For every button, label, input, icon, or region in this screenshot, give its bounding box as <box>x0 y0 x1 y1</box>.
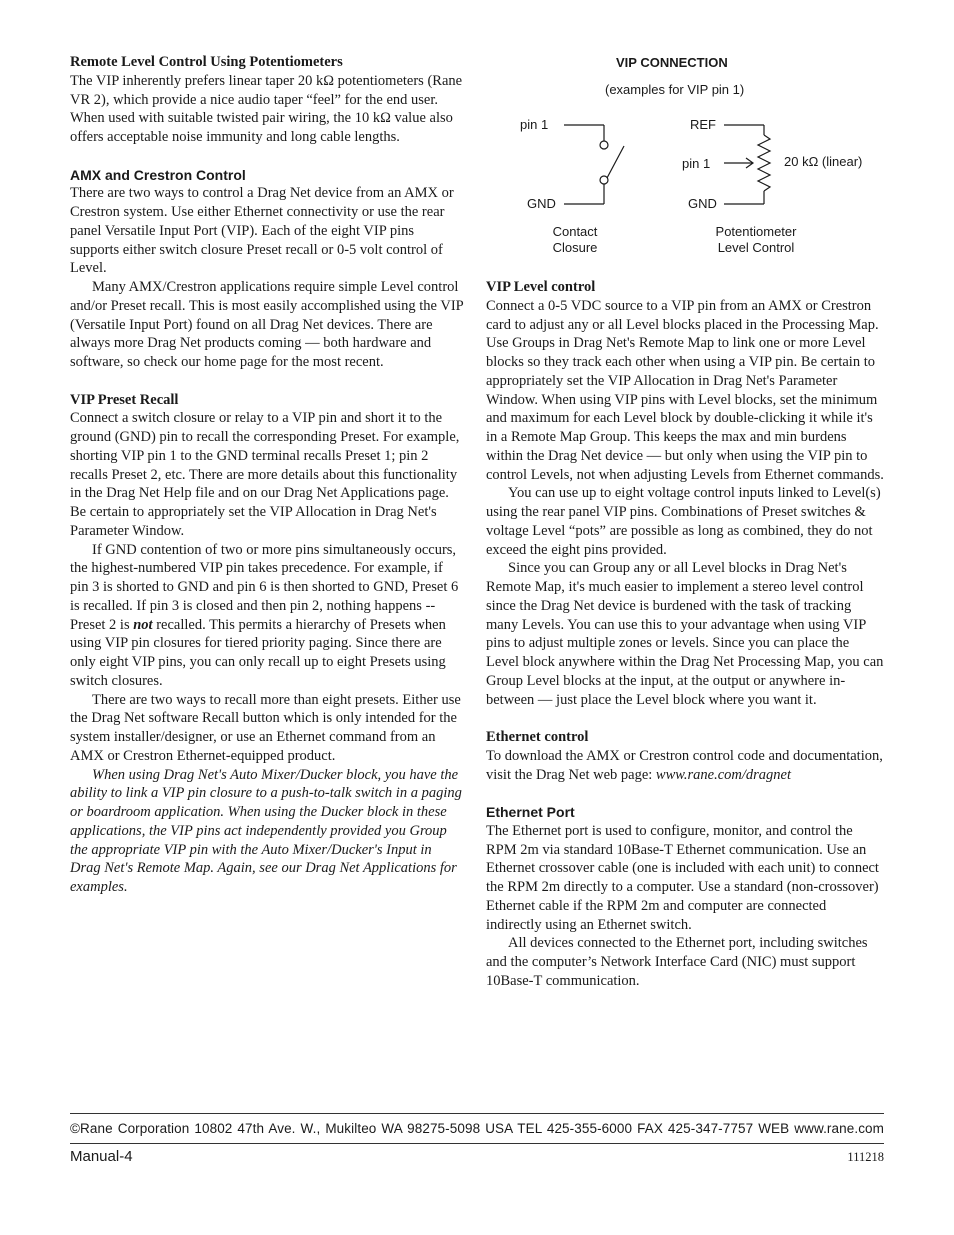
pot-value-label: 20 kΩ (linear) <box>784 154 863 169</box>
footer-rule-top <box>70 1113 884 1114</box>
contact-closure-caption <box>535 224 615 256</box>
diagram-title: VIP CONNECTION <box>616 55 728 70</box>
preset-paragraph-2-emphasis: not <box>133 616 153 633</box>
level-paragraph-3: Since you can Group any or all Level blocks in Drag Net's Remote Map, it's much easier to implement a stereo level control since the Drag Net device is burdened with the task of tracking many Levels. You can use this to your advantage when using VIP pins to adjust multiple zones or levels. Since you can place the Level block anywhere within the Drag Net Processing Map, you can Group Level blocks at the input, at the output or anywhere in-between — just place the Level block where you want it. <box>486 560 884 708</box>
manual-page-label: Manual-4 <box>70 1148 133 1165</box>
ethernet-port-paragraph-1: The Ethernet port is used to configure, monitor, and control the RPM 2m via standard 10Base-T Ethernet communication. Use an Ethernet crossover cable (one is included with each unit) to connect the RPM 2m directly to a computer. Use a standard (non-crossover) Ethernet cable if the RPM 2m and computer are connected indirectly using an Ethernet switch. <box>486 822 879 933</box>
contact-caption-line2: Closure <box>552 240 598 255</box>
diagram-subtitle: (examples for VIP pin 1) <box>605 82 745 97</box>
preset-paragraph-1: Connect a switch closure or relay to a VIP pin and short it to the ground (GND) pin to recall the corresponding Preset. For example, shorting VIP pin 1 to the GND terminal recalls Preset 1; pin 2 recalls Preset 2, etc. There are more details about this functionality in the Drag Net Help file and on our Drag Net Applications page. Be certain to appropriately set the VIP Allocation in Drag Net's Parameter Window. <box>70 410 460 539</box>
left-column <box>70 53 464 897</box>
ethernet-port-heading: Ethernet Port <box>486 804 575 820</box>
dragnet-web-link[interactable]: www.rane.com/dragnet <box>655 766 791 783</box>
contact-closure-switch <box>564 125 624 204</box>
vip-connection-diagram <box>486 50 884 275</box>
pot-pin-label: pin 1 <box>682 156 711 171</box>
contact-pin-label: pin 1 <box>520 117 549 132</box>
footer-contact: ©Rane Corporation 10802 47th Ave. W., Mukilteo WA 98275-5098 USA TEL 425-355-6000 FAX 425-347-7757 WEB www.rane.com <box>70 1121 884 1136</box>
potentiometer-symbol <box>724 125 770 204</box>
pot-gnd-label: GND <box>688 196 717 211</box>
footer-rule-bottom <box>70 1143 884 1144</box>
pot-ref-label: REF <box>690 117 716 132</box>
preset-paragraph-2-start: If GND contention of two or more pins simultaneously occurs, the highest-numbered VIP pin takes precedence. For example, if pin 3 is shorted to GND and pin 6 is then shorted to GND, Preset 6 is recalled. If pin 3 is closed and then pin 2, nothing happens -- Preset 2 is <box>70 541 459 633</box>
right-column <box>486 278 884 991</box>
pot-caption <box>701 224 811 256</box>
vip-level-control-heading: VIP Level control <box>486 279 596 295</box>
ethernet-port-paragraph-2: All devices connected to the Ethernet port, including switches and the computer’s Network Interface Card (NIC) must support 10Base-T communication. <box>486 935 868 989</box>
preset-paragraph-3: There are two ways to recall more than eight presets. Either use the Drag Net software Recall button which is only intended for the system installer/designer, or use an Ethernet command from an AMX or Crestron Ethernet-equipped product. <box>70 691 461 764</box>
level-paragraph-1: Connect a 0-5 VDC source to a VIP pin from an AMX or Crestron card to adjust any or all Level blocks placed in the Processing Map. Use Groups in Drag Net's Remote Map to link one or more Level blocks so they track each other when using a VIP pin. Be certain to appropriately set the VIP Allocation in Drag Net's Parameter Window. When using VIP pins with Level blocks, set the minimum and maximum for each Level block by double-clicking it while it's in a Remote Map Group. This keeps the max and min burdens within the Drag Net device — but only when using the VIP pin to control Levels, not when adjusting Levels from Ethernet commands. <box>486 297 884 483</box>
remote-level-paragraph: The VIP inherently prefers linear taper 20 kΩ potentiometers (Rane VR 2), which provide a nice audio taper “feel” for the end user. When used with suitable twisted pair wiring, the 10 kΩ value also offers acceptable noise immunity and long cable lengths. <box>70 72 463 145</box>
pot-caption-line2: Level Control <box>717 240 795 255</box>
preset-paragraph-2 <box>70 541 464 691</box>
vip-preset-recall-heading: VIP Preset Recall <box>70 391 179 408</box>
contact-caption-line1: Contact <box>552 224 598 239</box>
ethernet-control-text: To download the AMX or Crestron control code and documentation, visit the Drag Net web page: <box>486 747 883 783</box>
contact-gnd-label: GND <box>527 196 556 211</box>
preset-paragraph-4-italic: When using Drag Net's Auto Mixer/Ducker block, you have the ability to link a VIP pin closure to a push-to-talk switch in a paging or boardroom application. When using the Ducker block in these applications, the VIP pins act independently provided you Group the appropriate VIP pin with the Auto Mixer/Ducker's Input in Drag Net's Remote Map. Again, see our Drag Net Applications for examples. <box>70 766 462 895</box>
remote-level-heading: Remote Level Control Using Potentiometers <box>70 54 343 70</box>
amx-paragraph-2: Many AMX/Crestron applications require simple Level control and/or Preset recall. This is most easily accomplished using the VIP (Versatile Input Port) found on all Drag Net devices. There are always more Drag Net products coming — both hardware and software, so check our home page for the most recent. <box>70 279 464 370</box>
pot-caption-line1: Potentiometer <box>715 224 797 239</box>
document-number: 111218 <box>847 1150 884 1164</box>
amx-paragraph-1: There are two ways to control a Drag Net device from an AMX or Crestron system. Use either Ethernet connectivity or use the rear panel Versatile Input Port (VIP). Each of the eight VIP pins supports either switch closure Preset recall or 0-5 volt control of Level. <box>70 185 454 277</box>
ethernet-control-heading: Ethernet control <box>486 729 589 745</box>
preset-paragraph-2-end: recalled. This permits a hierarchy of Presets when using VIP pin closures for tiered priority paging. Since there are only eight VIP pins, you can only recall up to eight Presets using switch closures. <box>70 616 446 689</box>
amx-crestron-heading: AMX and Crestron Control <box>70 166 246 183</box>
ethernet-control-paragraph <box>486 747 884 785</box>
level-paragraph-2: You can use up to eight voltage control inputs linked to Level(s) using the rear panel VIP pins. Combinations of Preset switches & voltage Level “pots” are possible as long as combined, they do not exceed the eight pins provided. <box>486 485 881 558</box>
